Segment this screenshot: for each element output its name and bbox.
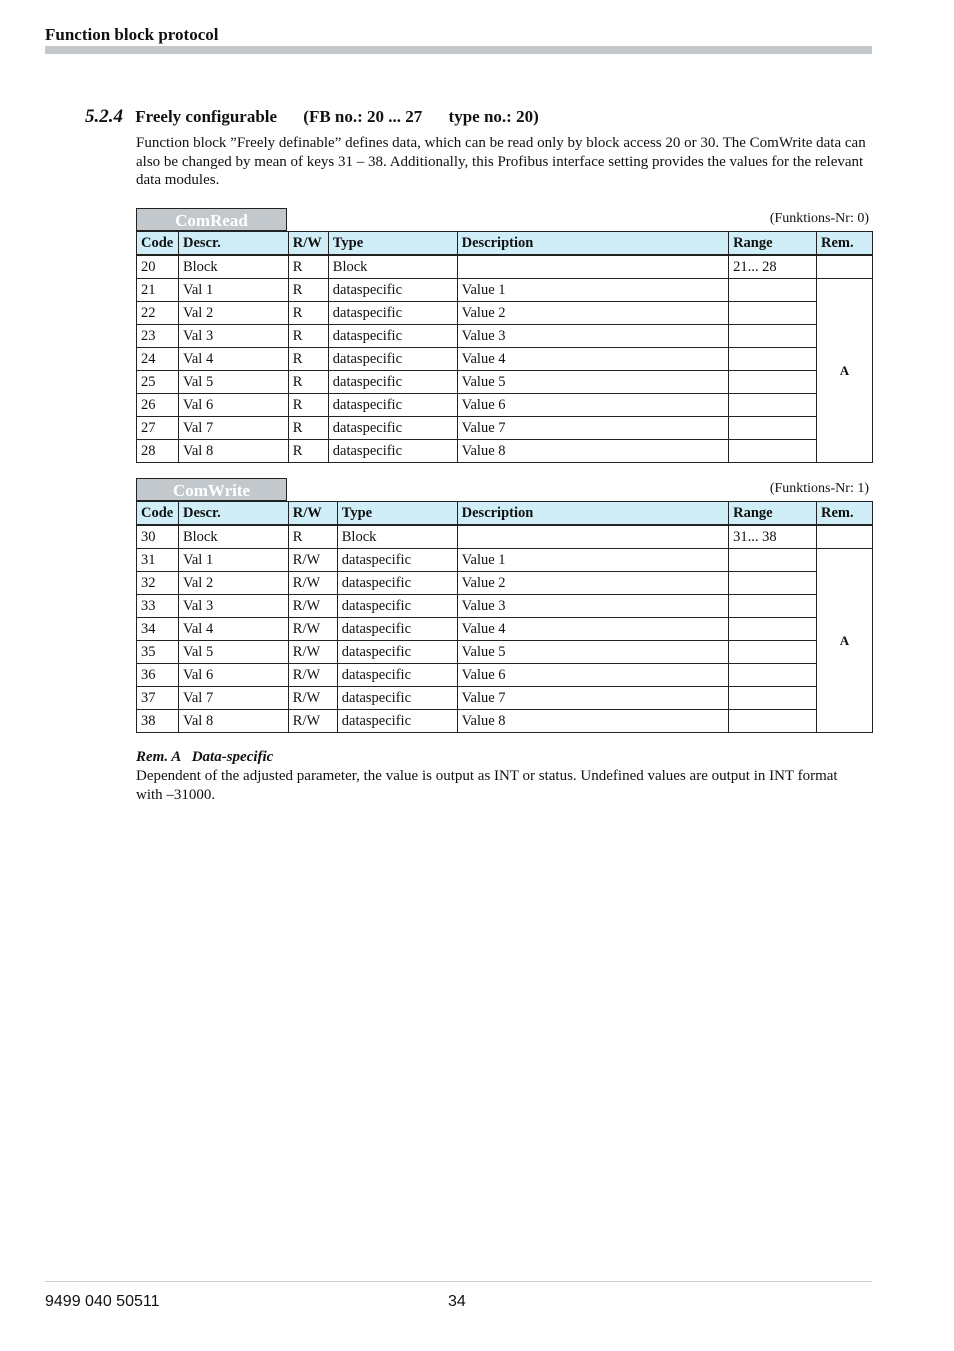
cell-type: dataspecific <box>328 325 457 348</box>
cell-description: Value 7 <box>457 687 728 710</box>
cell-rw: R/W <box>288 664 337 687</box>
cell-rw: R <box>288 440 328 463</box>
cell-description: Value 5 <box>457 641 728 664</box>
cell-descr: Val 7 <box>178 687 288 710</box>
cell-type: dataspecific <box>337 664 457 687</box>
cell-descr: Val 5 <box>178 371 288 394</box>
cell-code: 21 <box>137 279 179 302</box>
cell-code: 35 <box>137 641 179 664</box>
table-row <box>137 371 873 394</box>
cell-type: dataspecific <box>337 618 457 641</box>
table-header-row <box>137 232 873 256</box>
cell-descr: Val 3 <box>178 325 288 348</box>
cell-code: 37 <box>137 687 179 710</box>
table-row <box>137 618 873 641</box>
cell-range <box>729 325 817 348</box>
cell-description: Value 1 <box>457 549 728 572</box>
cell-descr: Val 8 <box>178 440 288 463</box>
cell-rw: R <box>288 302 328 325</box>
table-header-row <box>137 502 873 526</box>
header-rule <box>45 46 872 54</box>
table-row <box>137 687 873 710</box>
cell-range <box>729 618 817 641</box>
table-row <box>137 302 873 325</box>
cell-descr: Val 1 <box>178 549 288 572</box>
remark-title: Rem. A Data-specific <box>136 749 274 765</box>
table-row <box>137 641 873 664</box>
cell-descr: Val 8 <box>178 710 288 733</box>
cell-code: 28 <box>137 440 179 463</box>
cell-type: dataspecific <box>328 371 457 394</box>
cell-type: dataspecific <box>337 687 457 710</box>
footer-page-number: 34 <box>448 1293 466 1310</box>
cell-rw: R <box>288 279 328 302</box>
cell-range <box>729 417 817 440</box>
cell-description: Value 4 <box>457 618 728 641</box>
cell-range: 21... 28 <box>729 255 817 279</box>
cell-rw: R <box>288 348 328 371</box>
cell-descr: Val 4 <box>178 618 288 641</box>
cell-range <box>729 641 817 664</box>
cell-descr: Val 5 <box>178 641 288 664</box>
cell-type: dataspecific <box>328 302 457 325</box>
section-title: Freely configurable <box>135 107 278 126</box>
cell-range <box>729 302 817 325</box>
table-row <box>137 664 873 687</box>
cell-code: 26 <box>137 394 179 417</box>
cell-descr: Val 4 <box>178 348 288 371</box>
col-header-code: Code <box>137 502 179 526</box>
cell-description: Value 7 <box>457 417 728 440</box>
cell-range <box>729 279 817 302</box>
cell-rw: R <box>288 394 328 417</box>
cell-rem <box>816 255 872 279</box>
cell-rw: R <box>288 371 328 394</box>
cell-description: Value 8 <box>457 710 728 733</box>
cell-code: 36 <box>137 664 179 687</box>
col-header-range: Range <box>729 232 817 256</box>
cell-range <box>729 371 817 394</box>
col-header-rem: Rem. <box>816 502 872 526</box>
cell-type: Block <box>328 255 457 279</box>
cell-code: 31 <box>137 549 179 572</box>
remark-text: Dependent of the adjusted parameter, the value is output as INT or status. Undefined values are output in INT format with –31000. <box>136 768 838 803</box>
cell-code: 20 <box>137 255 179 279</box>
cell-type: dataspecific <box>328 417 457 440</box>
cell-description <box>457 255 728 279</box>
cell-range <box>729 348 817 371</box>
section-number: 5.2.4 <box>85 106 123 127</box>
cell-code: 24 <box>137 348 179 371</box>
cell-descr: Val 6 <box>178 394 288 417</box>
page-header-title: Function block protocol <box>45 25 219 44</box>
comwrite-title-tab: ComWrite <box>136 478 287 501</box>
cell-rw: R/W <box>288 710 337 733</box>
cell-description: Value 8 <box>457 440 728 463</box>
col-header-type: Type <box>337 502 457 526</box>
cell-rw: R <box>288 417 328 440</box>
cell-type: dataspecific <box>337 549 457 572</box>
cell-type: dataspecific <box>337 572 457 595</box>
comwrite-table <box>136 501 873 733</box>
cell-type: dataspecific <box>328 348 457 371</box>
cell-rem-merged: A <box>816 549 872 733</box>
cell-code: 23 <box>137 325 179 348</box>
cell-range <box>729 710 817 733</box>
cell-range <box>729 394 817 417</box>
cell-description: Value 6 <box>457 664 728 687</box>
cell-description: Value 3 <box>457 325 728 348</box>
col-header-description: Description <box>457 232 728 256</box>
section-type-no: type no.: 20) <box>448 107 539 126</box>
cell-type: Block <box>337 525 457 549</box>
col-header-descr: Descr. <box>178 232 288 256</box>
table-row <box>137 417 873 440</box>
cell-description: Value 2 <box>457 572 728 595</box>
col-header-code: Code <box>137 232 179 256</box>
cell-rw: R <box>288 525 337 549</box>
cell-range <box>729 595 817 618</box>
table-row <box>137 572 873 595</box>
cell-descr: Val 1 <box>178 279 288 302</box>
table-row <box>137 710 873 733</box>
table-row <box>137 255 873 279</box>
intro-paragraph: Function block ”Freely definable” defines data, which can be read only by block access 20 or 30. The ComWrite data can also be changed by mean of keys 31 – 38. Additionally, this Profibus interface setting provides the values for the relevant data modules. <box>136 135 866 188</box>
comread-funktion-nr: (Funktions-Nr: 0) <box>769 211 869 226</box>
cell-code: 27 <box>137 417 179 440</box>
col-header-type: Type <box>328 232 457 256</box>
cell-code: 22 <box>137 302 179 325</box>
cell-descr: Val 2 <box>178 302 288 325</box>
cell-code: 30 <box>137 525 179 549</box>
cell-description: Value 1 <box>457 279 728 302</box>
cell-descr: Val 2 <box>178 572 288 595</box>
cell-description: Value 3 <box>457 595 728 618</box>
comwrite-funktion-nr: (Funktions-Nr: 1) <box>769 481 869 496</box>
cell-description: Value 6 <box>457 394 728 417</box>
cell-code: 38 <box>137 710 179 733</box>
cell-description: Value 5 <box>457 371 728 394</box>
cell-type: dataspecific <box>328 394 457 417</box>
table-row <box>137 525 873 549</box>
cell-descr: Block <box>178 525 288 549</box>
table-row <box>137 549 873 572</box>
cell-rw: R/W <box>288 618 337 641</box>
section-fb-no: (FB no.: 20 ... 27 <box>303 107 423 126</box>
cell-rem <box>816 525 872 549</box>
cell-code: 32 <box>137 572 179 595</box>
cell-type: dataspecific <box>337 641 457 664</box>
cell-range <box>729 549 817 572</box>
cell-description: Value 4 <box>457 348 728 371</box>
col-header-rem: Rem. <box>816 232 872 256</box>
cell-descr: Val 7 <box>178 417 288 440</box>
cell-rem-merged: A <box>816 279 872 463</box>
cell-description: Value 2 <box>457 302 728 325</box>
table-row <box>137 348 873 371</box>
cell-descr: Block <box>178 255 288 279</box>
col-header-descr: Descr. <box>178 502 288 526</box>
cell-type: dataspecific <box>337 710 457 733</box>
cell-rw: R/W <box>288 572 337 595</box>
cell-description <box>457 525 728 549</box>
cell-descr: Val 3 <box>178 595 288 618</box>
cell-code: 34 <box>137 618 179 641</box>
section-heading <box>85 106 539 128</box>
col-header-rw: R/W <box>288 232 328 256</box>
cell-code: 33 <box>137 595 179 618</box>
cell-rw: R <box>288 255 328 279</box>
cell-descr: Val 6 <box>178 664 288 687</box>
col-header-rw: R/W <box>288 502 337 526</box>
cell-rw: R <box>288 325 328 348</box>
col-header-range: Range <box>729 502 817 526</box>
comread-title-tab: ComRead <box>136 208 287 231</box>
footer-doc-number: 9499 040 50511 <box>45 1293 160 1310</box>
cell-rw: R/W <box>288 641 337 664</box>
cell-range <box>729 664 817 687</box>
cell-range <box>729 687 817 710</box>
table-row <box>137 394 873 417</box>
col-header-description: Description <box>457 502 728 526</box>
cell-type: dataspecific <box>328 279 457 302</box>
cell-range: 31... 38 <box>729 525 817 549</box>
cell-type: dataspecific <box>337 595 457 618</box>
cell-code: 25 <box>137 371 179 394</box>
comread-table <box>136 231 873 463</box>
table-row <box>137 325 873 348</box>
cell-type: dataspecific <box>328 440 457 463</box>
cell-rw: R/W <box>288 549 337 572</box>
table-row <box>137 440 873 463</box>
footer-rule <box>45 1281 872 1282</box>
cell-range <box>729 572 817 595</box>
table-row <box>137 595 873 618</box>
table-row <box>137 279 873 302</box>
cell-rw: R/W <box>288 595 337 618</box>
cell-rw: R/W <box>288 687 337 710</box>
cell-range <box>729 440 817 463</box>
